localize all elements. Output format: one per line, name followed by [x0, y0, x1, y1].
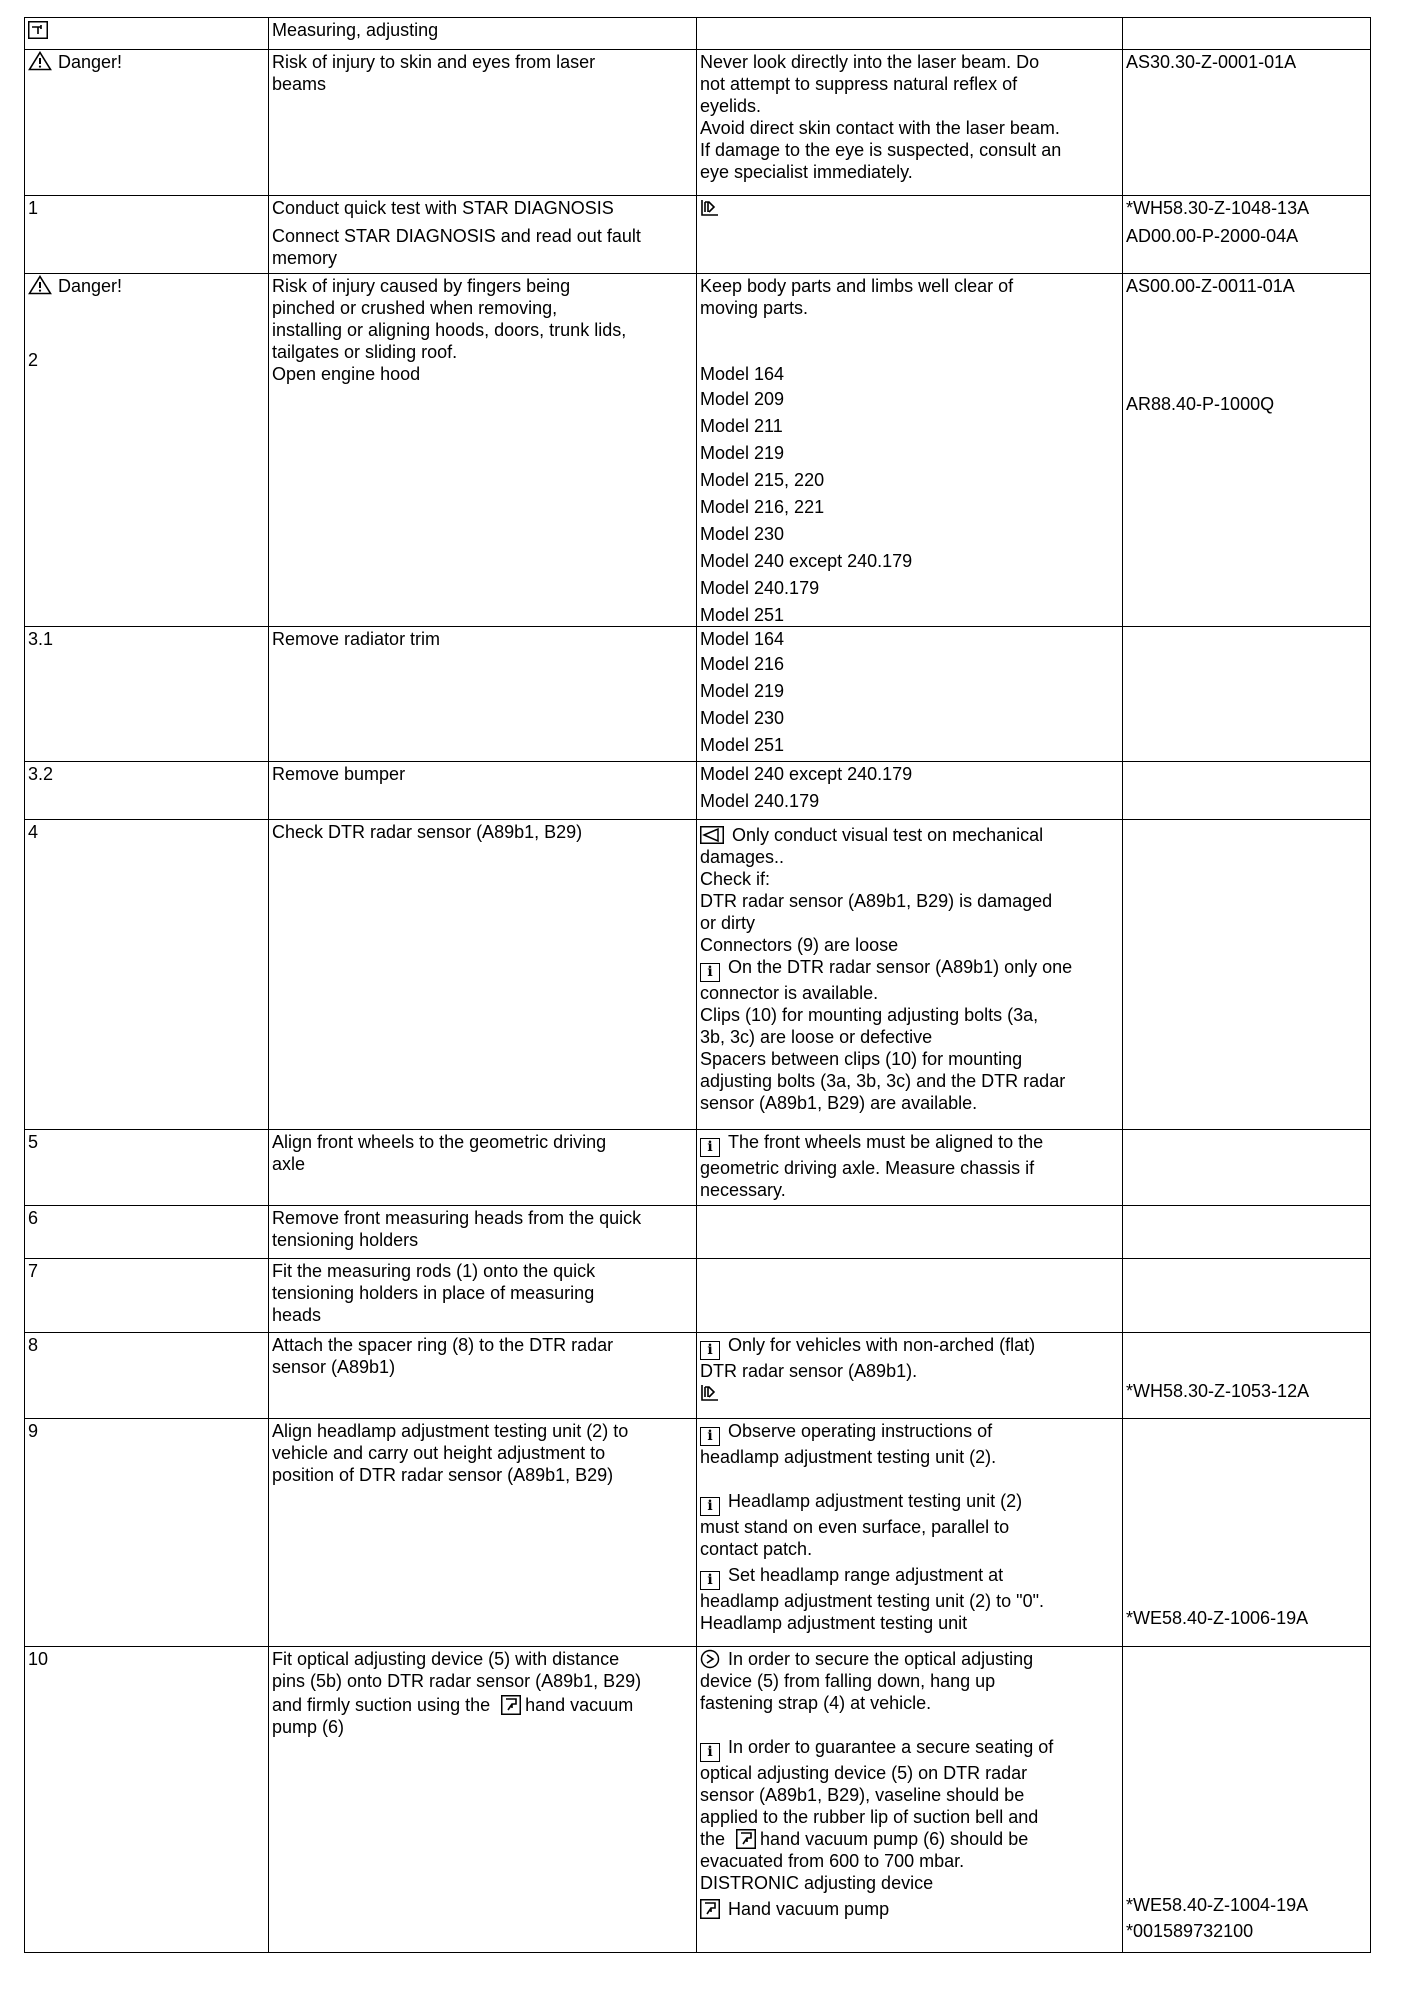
- step-3-1-text: Remove radiator trim: [269, 627, 697, 762]
- step-8-ref: *WH58.30-Z-1053-12A: [1123, 1333, 1371, 1419]
- step-10-refs: *WE58.40-Z-1004-19A *001589732100: [1123, 1647, 1371, 1953]
- step-row-6: [25, 1206, 1371, 1259]
- step-number: 1: [25, 196, 269, 274]
- visual-check-icon: [700, 826, 724, 844]
- header-title: Measuring, adjusting: [269, 18, 697, 50]
- step-number: 5: [25, 1130, 269, 1206]
- step-9-notes: i Observe operating instructions of headlamp adjustment testing unit (2). i Headlamp adjustment testing unit (2) must stand on even surface, parallel to contact patch. i Set headlamp range adjustment at headlamp adjustment testing unit (2) to "0". Headlamp adjustment testing unit: [697, 1419, 1123, 1647]
- step-5-text: Align front wheels to the geometric driving axle: [269, 1130, 697, 1206]
- step-10-text: Fit optical adjusting device (5) with distance pins (5b) onto DTR radar sensor (A89b1, B29) and firmly suction using the hand vacuum pump (6): [269, 1647, 697, 1953]
- step-number: 3.1: [25, 627, 269, 762]
- info-icon: i: [700, 1743, 720, 1762]
- step-1-text: Conduct quick test with STAR DIAGNOSIS Connect STAR DIAGNOSIS and read out fault memory: [269, 196, 697, 274]
- step-row-1: [25, 196, 1371, 274]
- step-4-text: Check DTR radar sensor (A89b1, B29): [269, 820, 697, 1130]
- caution-note-icon: [700, 1649, 720, 1669]
- step-row-8: [25, 1333, 1371, 1419]
- step-number: 6: [25, 1206, 269, 1259]
- info-icon: i: [700, 1138, 720, 1157]
- step-5-info: i The front wheels must be aligned to the geometric driving axle. Measure chassis if necessary.: [697, 1130, 1123, 1206]
- step-2-text: Open engine hood: [272, 364, 421, 384]
- info-icon: i: [700, 1341, 720, 1360]
- step-9-text: Align headlamp adjustment testing unit (2) to vehicle and carry out height adjustment to position of DTR radar sensor (A89b1, B29): [269, 1419, 697, 1647]
- info-icon: i: [700, 1427, 720, 1446]
- danger-laser-action: Never look directly into the laser beam. Do not attempt to suppress natural reflex of eyelids. Avoid direct skin contact with the laser beam. If damage to the eye is suspected, consult an eye specialist immediately.: [697, 50, 1123, 196]
- step-row-5: [25, 1130, 1371, 1206]
- step-10-notes: In order to secure the optical adjusting device (5) from falling down, hang up fastening strap (4) at vehicle. i In order to guarantee a secure seating of optical adjusting device (5) on DTR radar sensor (A89b1, B29), vaseline should be applied to the rubber lip of suction bell and the hand vacuum pump (6) should be evacuated from 600 to 700 mbar. DISTRONIC adjusting device Hand vacuum pump: [697, 1647, 1123, 1953]
- step-6-text: Remove front measuring heads from the quick tensioning holders: [269, 1206, 697, 1259]
- step-7-text: Fit the measuring rods (1) onto the quick tensioning holders in place of measuring heads: [269, 1259, 697, 1333]
- step-3-2-text: Remove bumper: [269, 762, 697, 820]
- step-4-notes: Only conduct visual test on mechanical damages.. Check if: DTR radar sensor (A89b1, B29) is damaged or dirty Connectors (9) are loose i On the DTR radar sensor (A89b1) only one connector is available. Clips (10) for mounting adjusting bolts (3a, 3b, 3c) are loose or defective Spacers between clips (10) for mounting adjusting bolts (3a, 3b, 3c) and the DTR radar sensor (A89b1, B29) are available.: [697, 820, 1123, 1130]
- step-number: 10: [25, 1647, 269, 1953]
- step-number: 4: [25, 820, 269, 1130]
- danger-laser-ref: AS30.30-Z-0001-01A: [1123, 50, 1371, 196]
- step-3-2-models: Model 240 except 240.179 Model 240.179: [697, 762, 1123, 820]
- step-number: 8: [25, 1333, 269, 1419]
- step-number: 7: [25, 1259, 269, 1333]
- step-number: 3.2: [25, 762, 269, 820]
- step-2-ref: AR88.40-P-1000Q: [1126, 394, 1275, 414]
- info-icon: i: [700, 963, 720, 982]
- info-icon: i: [700, 1497, 720, 1516]
- step-row-10: [25, 1647, 1371, 1953]
- danger-fingers-action: Keep body parts and limbs well clear of moving parts. Model 164 Model 209 Model 211 Model 219 Model 215, 220 Model 216, 221 Model 230 Model 240 except 240.179 Model 240.179 Model 251: [697, 274, 1123, 627]
- step-number: 9: [25, 1419, 269, 1647]
- danger-fingers-text: Risk of injury caused by fingers being pinched or crushed when removing, installing or aligning hoods, doors, trunk lids, tailgates or sliding roof. Open engine hood: [269, 274, 697, 627]
- header-icon-cell: [25, 18, 269, 50]
- danger-row-fingers: [25, 274, 1371, 627]
- step-9-ref: *WE58.40-Z-1006-19A: [1123, 1419, 1371, 1647]
- step-8-text: Attach the spacer ring (8) to the DTR radar sensor (A89b1): [269, 1333, 697, 1419]
- diagnosis-icon: [700, 199, 720, 217]
- step-row-4: [25, 820, 1371, 1130]
- step-10-tool-1: DISTRONIC adjusting device: [700, 1873, 934, 1893]
- special-tool-icon: [700, 1899, 720, 1919]
- step-9-tool: Headlamp adjustment testing unit: [700, 1613, 968, 1633]
- warning-triangle-icon: [28, 51, 52, 71]
- danger-label: Danger! 2: [25, 274, 269, 627]
- danger-laser-text: Risk of injury to skin and eyes from laser beams: [269, 50, 697, 196]
- danger-row-laser: [25, 50, 1371, 196]
- step-8-info: i Only for vehicles with non-arched (flat) DTR radar sensor (A89b1).: [697, 1333, 1123, 1419]
- step-row-7: [25, 1259, 1371, 1333]
- procedure-table: [24, 17, 1371, 1953]
- warning-triangle-icon: [28, 275, 52, 295]
- step-row-9: [25, 1419, 1371, 1647]
- step-row-3-2: [25, 762, 1371, 820]
- special-tool-icon: [736, 1829, 756, 1849]
- info-icon: i: [700, 1571, 720, 1590]
- diagnosis-icon: [700, 1384, 720, 1402]
- step-row-3-1: [25, 627, 1371, 762]
- header-row: [25, 18, 1371, 50]
- measuring-tool-icon: [28, 21, 48, 39]
- special-tool-icon: [501, 1695, 521, 1715]
- danger-fingers-ref: AS00.00-Z-0011-01A: [1126, 276, 1295, 296]
- step-3-1-models: Model 164 Model 216 Model 219 Model 230 Model 251: [697, 627, 1123, 762]
- step-10-tool-2: Hand vacuum pump: [728, 1899, 890, 1919]
- step-1-refs: *WH58.30-Z-1048-13A AD00.00-P-2000-04A: [1123, 196, 1371, 274]
- danger-label: Danger!: [25, 50, 269, 196]
